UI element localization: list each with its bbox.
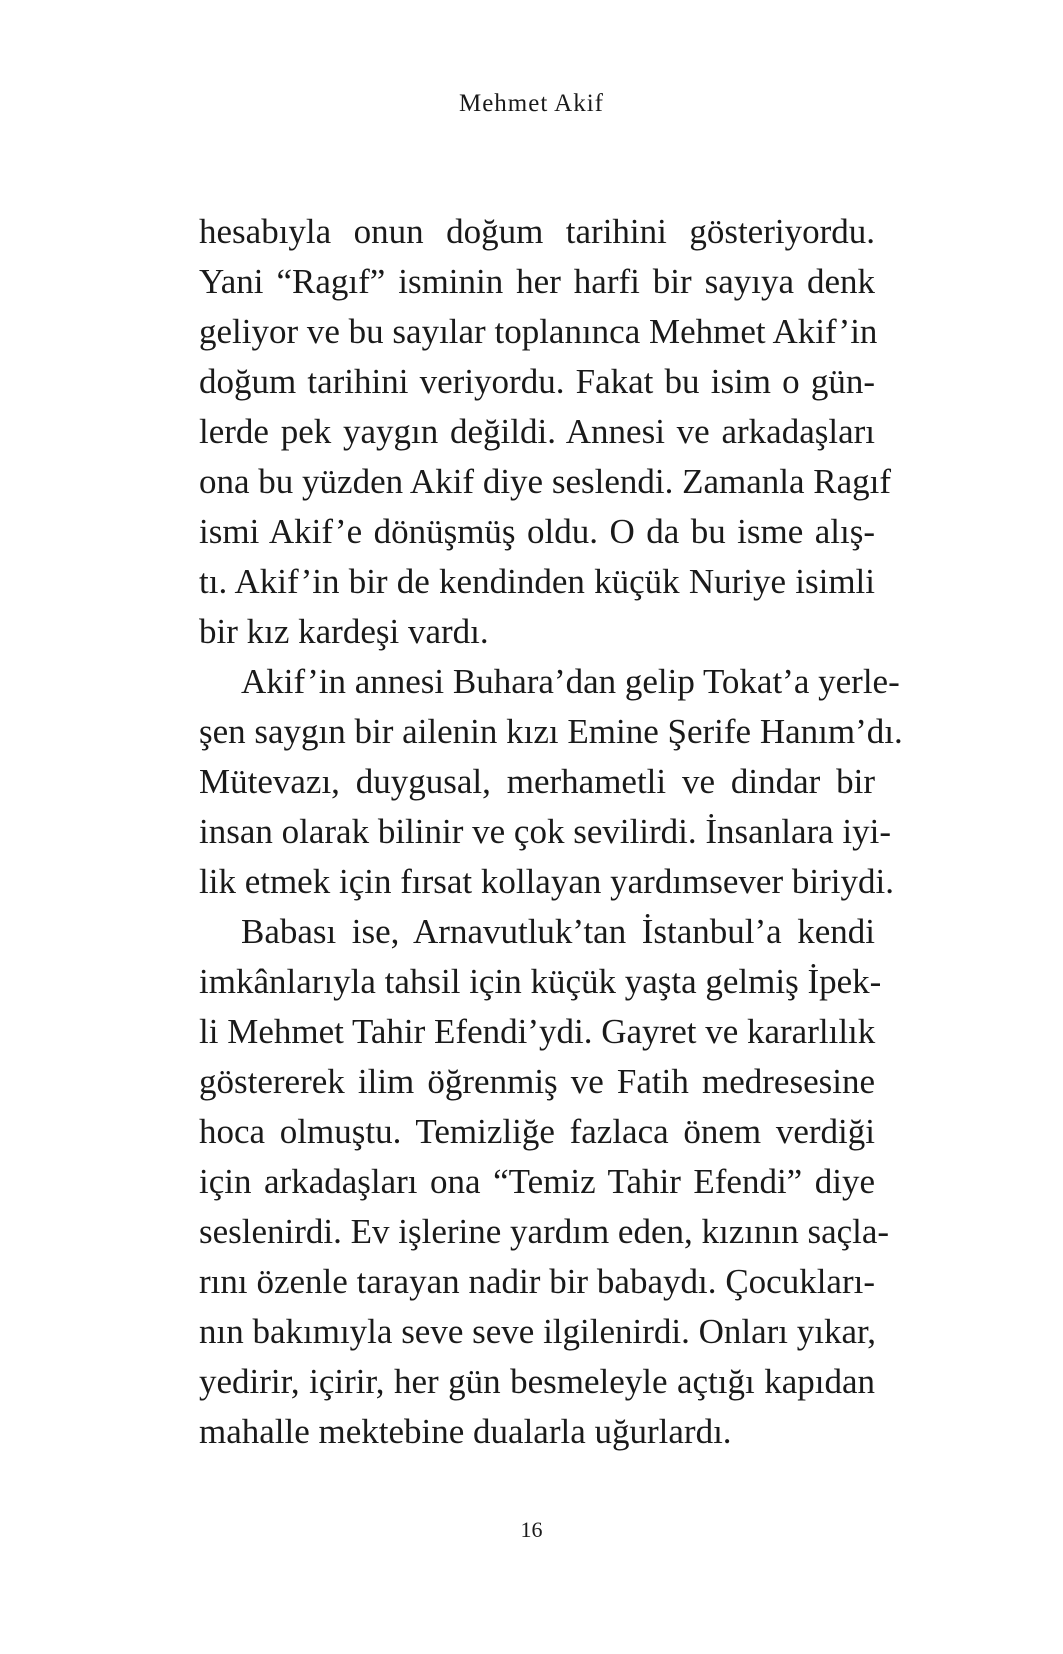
text-line: Akif’in annesi Buhara’dan gelip Tokat’a yerle- [241, 662, 900, 701]
text-line: seslenirdi. Ev işlerine yardım eden, kızının saçla- [199, 1212, 890, 1251]
text-line: hesabıyla onun doğum tarihini gösteriyordu. [199, 212, 875, 251]
text-line: yedirir, içirir, her gün besmeleyle açtığı kapıdan [199, 1362, 875, 1401]
text-line: lik etmek için fırsat kollayan yardımsever biriydi. [199, 862, 894, 901]
text-line: rını özenle tarayan nadir bir babaydı. Çocukları- [199, 1262, 875, 1301]
text-line: Mütevazı, duygusal, merhametli ve dindar bir [199, 762, 875, 801]
text-line: bir kız kardeşi vardı. [199, 612, 489, 651]
text-line: göstererek ilim öğrenmiş ve Fatih medresesine [199, 1062, 875, 1101]
text-line: geliyor ve bu sayılar toplanınca Mehmet Akif’in [199, 312, 878, 351]
page-number: 16 [520, 1517, 543, 1542]
text-line: için arkadaşları ona “Temiz Tahir Efendi” diye [199, 1162, 875, 1201]
text-line: lerde pek yaygın değildi. Annesi ve arkadaşları [199, 412, 875, 451]
text-line: insan olarak bilinir ve çok sevilirdi. İnsanlara iyi- [199, 812, 892, 851]
text-line: doğum tarihini veriyordu. Fakat bu isim o gün- [199, 362, 875, 401]
text-line: mahalle mektebine dualarla uğurlardı. [199, 1412, 732, 1451]
text-line: şen saygın bir ailenin kızı Emine Şerife Hanım’dı. [199, 712, 903, 751]
body-text [199, 207, 903, 1457]
text-line: tı. Akif’in bir de kendinden küçük Nuriye isimli [199, 562, 875, 601]
text-line: Yani “Ragıf” isminin her harfi bir sayıya denk [199, 262, 875, 301]
text-line: imkânlarıyla tahsil için küçük yaşta gelmiş İpek- [199, 962, 882, 1001]
text-line: Babası ise, Arnavutluk’tan İstanbul’a kendi [241, 912, 875, 951]
running-head: Mehmet Akif [458, 90, 604, 117]
text-line: nın bakımıyla seve seve ilgilenirdi. Onları yıkar, [199, 1312, 877, 1351]
text-line: li Mehmet Tahir Efendi’ydi. Gayret ve kararlılık [199, 1012, 876, 1051]
text-line: ismi Akif’e dönüşmüş oldu. O da bu isme alış- [199, 512, 875, 551]
text-line: hoca olmuştu. Temizliğe fazlaca önem verdiği [199, 1112, 875, 1151]
text-line: ona bu yüzden Akif diye seslendi. Zamanla Ragıf [199, 462, 892, 501]
